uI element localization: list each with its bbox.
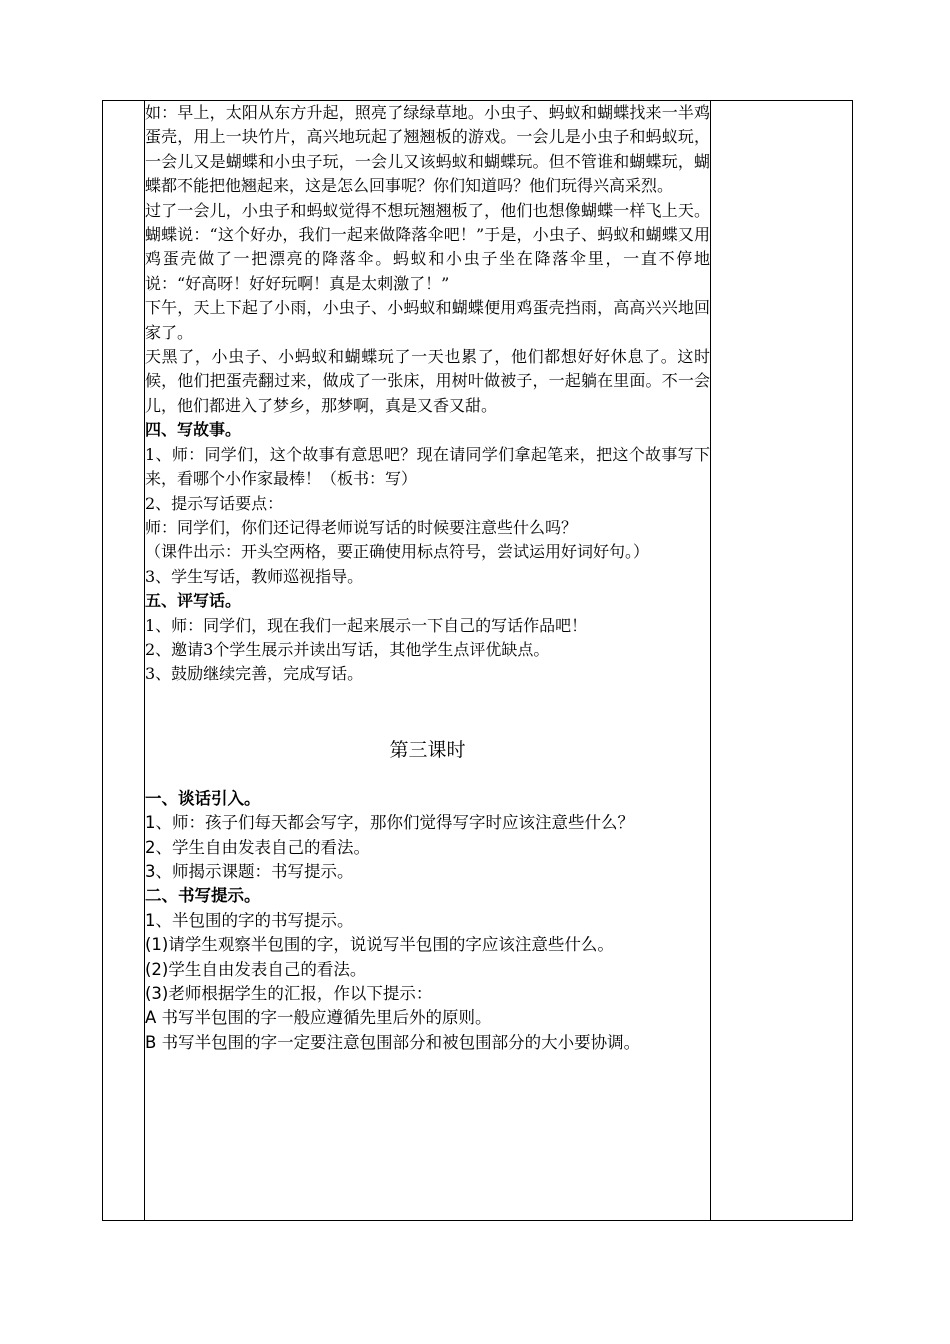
section-heading-writing-tips: 二、书写提示。 xyxy=(145,886,261,906)
left-margin-column xyxy=(103,101,145,1221)
list-item: 3、鼓励继续完善，完成写话。 xyxy=(145,664,364,684)
list-item: (1)请学生观察半包围的字，说说写半包围的字应该注意些什么。 xyxy=(145,935,614,955)
story-paragraph-4: 天黑了，小虫子、小蚂蚁和蝴蝶玩了一天也累了，他们都想好好休息了。这时候，他们把蛋壳翻过来，做成了一张床，用树叶做被子，一起躺在里面。不一会儿，他们都进入了梦乡，那梦啊，真是又香又甜。 xyxy=(145,347,710,415)
lesson-plan-table xyxy=(102,100,853,1221)
section-heading-write-story: 四、写故事。 xyxy=(145,420,242,440)
list-item: 1、半包围的字的书写提示。 xyxy=(145,910,354,930)
list-item: A 书写半包围的字一般应遵循先里后外的原则。 xyxy=(145,1008,492,1028)
list-item: 2、邀请3个学生展示并读出写话，其他学生点评优缺点。 xyxy=(145,639,550,659)
list-item: 3、师揭示课题：书写提示。 xyxy=(145,861,354,881)
section-heading-introduction: 一、谈话引入。 xyxy=(145,788,261,808)
list-item: 1、师：孩子们每天都会写字，那你们觉得写字时应该注意些什么？ xyxy=(145,813,634,833)
list-item: 师：同学们，你们还记得老师说写话的时候要注意些什么吗？ xyxy=(145,517,578,537)
story-paragraph-3: 下午，天上下起了小雨，小虫子、小蚂蚁和蝴蝶便用鸡蛋壳挡雨，高高兴兴地回家了。 xyxy=(145,298,710,342)
lesson-title: 第三课时 xyxy=(389,738,466,761)
right-notes-column xyxy=(711,101,853,1221)
list-item: 1、师：同学们，这个故事有意思吧？现在请同学们拿起笔来，把这个故事写下来，看哪个小作家最棒！（板书：写） xyxy=(145,444,710,489)
story-paragraph-2: 过了一会儿，小虫子和蚂蚁觉得不想玩翘翘板了，他们也想像蝴蝶一样飞上天。蝴蝶说：“这个好办，我们一起来做降落伞吧！”于是，小虫子、蚂蚁和蝴蝶又用鸡蛋壳做了一把漂亮的降落伞。蚂蚁和小虫子坐在降落伞里，一直不停地说：“好高呀！好好玩啊！真是太刺激了！” xyxy=(145,200,710,293)
list-item: B 书写半包围的字一定要注意包围部分和被包围部分的大小要协调。 xyxy=(145,1032,641,1052)
list-item: (3)老师根据学生的汇报，作以下提示： xyxy=(145,984,433,1003)
list-item: 2、提示写话要点： xyxy=(145,493,284,513)
list-item: (2)学生自由发表自己的看法。 xyxy=(145,959,367,979)
story-paragraph-1: 如：早上，太阳从东方升起，照亮了绿绿草地。小虫子、蚂蚁和蝴蝶找来一半鸡蛋壳，用上一块竹片，高兴地玩起了翘翘板的游戏。一会儿是小虫子和蚂蚁玩，一会儿又是蝴蝶和小虫子玩，一会儿又该蚂蚁和蝴蝶玩。但不管谁和蝴蝶玩，蝴蝶都不能把他翘起来，这是怎么回事呢？你们知道吗？他们玩得兴高采烈。 xyxy=(145,103,710,196)
list-item: 3、学生写话，教师巡视指导。 xyxy=(145,566,364,586)
list-item: 2、学生自由发表自己的看法。 xyxy=(145,837,370,857)
section-heading-review-writing: 五、评写话。 xyxy=(145,591,242,611)
content-column xyxy=(145,101,711,1221)
list-item: 1、师：同学们，现在我们一起来展示一下自己的写话作品吧！ xyxy=(145,615,588,635)
list-item: （课件出示：开头空两格，要正确使用标点符号，尝试运用好词好句。） xyxy=(145,542,650,562)
